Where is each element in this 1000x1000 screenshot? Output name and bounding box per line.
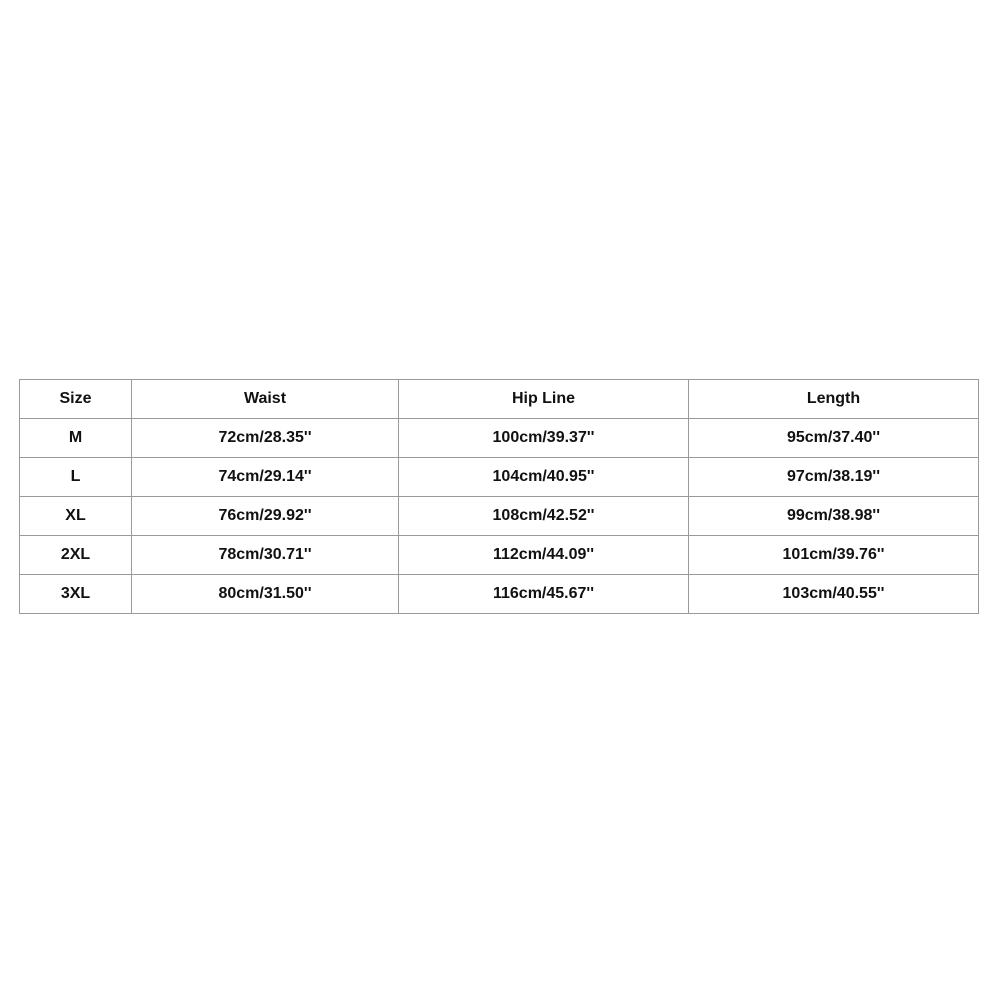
header-size: Size <box>20 380 132 419</box>
header-hip-line: Hip Line <box>399 380 689 419</box>
cell-size: 3XL <box>20 575 132 614</box>
cell-size: L <box>20 458 132 497</box>
table-row <box>20 497 979 536</box>
table-row <box>20 536 979 575</box>
cell-hip-line: 100cm/39.37'' <box>399 419 689 458</box>
cell-waist: 80cm/31.50'' <box>132 575 399 614</box>
cell-hip-line: 104cm/40.95'' <box>399 458 689 497</box>
cell-hip-line: 112cm/44.09'' <box>399 536 689 575</box>
cell-waist: 78cm/30.71'' <box>132 536 399 575</box>
cell-waist: 76cm/29.92'' <box>132 497 399 536</box>
cell-length: 95cm/37.40'' <box>689 419 979 458</box>
cell-hip-line: 116cm/45.67'' <box>399 575 689 614</box>
cell-length: 99cm/38.98'' <box>689 497 979 536</box>
header-length: Length <box>689 380 979 419</box>
cell-size: 2XL <box>20 536 132 575</box>
table-header-row <box>20 380 979 419</box>
cell-length: 103cm/40.55'' <box>689 575 979 614</box>
header-waist: Waist <box>132 380 399 419</box>
table-row <box>20 419 979 458</box>
size-chart-table <box>19 379 979 614</box>
cell-waist: 72cm/28.35'' <box>132 419 399 458</box>
cell-hip-line: 108cm/42.52'' <box>399 497 689 536</box>
cell-size: M <box>20 419 132 458</box>
cell-length: 97cm/38.19'' <box>689 458 979 497</box>
table-row <box>20 458 979 497</box>
table-row <box>20 575 979 614</box>
cell-length: 101cm/39.76'' <box>689 536 979 575</box>
cell-size: XL <box>20 497 132 536</box>
cell-waist: 74cm/29.14'' <box>132 458 399 497</box>
